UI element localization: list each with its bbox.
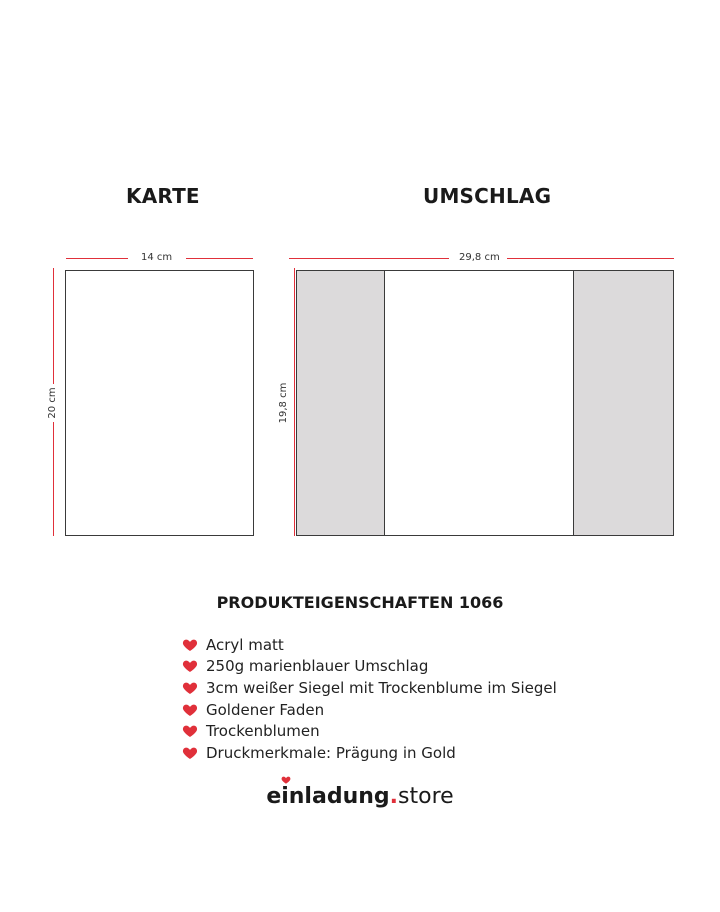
card-heading: KARTE xyxy=(126,184,200,208)
property-text: 250g marienblauer Umschlag xyxy=(206,657,429,676)
card-width-line-left xyxy=(66,258,128,259)
heart-icon xyxy=(182,637,198,653)
heart-icon xyxy=(182,702,198,718)
property-text: Druckmerkmale: Prägung in Gold xyxy=(206,743,456,762)
envelope-height-line xyxy=(294,268,295,536)
property-text: Acryl matt xyxy=(206,635,284,654)
logo-separator: . xyxy=(389,784,399,809)
envelope-width-label: 29,8 cm xyxy=(459,252,500,263)
card-height-label: 20 cm xyxy=(47,384,59,422)
property-item xyxy=(182,699,557,721)
logo-name-text: einladung xyxy=(266,784,390,809)
logo-tld: store xyxy=(398,784,454,809)
heart-icon xyxy=(182,745,198,761)
property-item xyxy=(182,720,557,742)
envelope-right-flap xyxy=(573,271,673,535)
properties-list xyxy=(182,634,557,764)
logo-heart-icon xyxy=(281,775,291,785)
brand-logo xyxy=(0,784,720,809)
envelope-width-line-right xyxy=(507,258,674,259)
properties-title: PRODUKTEIGENSCHAFTEN 1066 xyxy=(216,593,504,612)
card-width-label: 14 cm xyxy=(141,252,173,263)
heart-icon xyxy=(182,658,198,674)
property-text: 3cm weißer Siegel mit Trockenblume im Siegel xyxy=(206,678,557,697)
property-item xyxy=(182,656,557,678)
property-item xyxy=(182,677,557,699)
card-outline xyxy=(65,270,254,536)
logo-name xyxy=(266,784,389,809)
property-item xyxy=(182,742,557,764)
property-text: Trockenblumen xyxy=(206,722,320,741)
envelope-height-label: 19,8 cm xyxy=(278,382,289,424)
envelope-heading: UMSCHLAG xyxy=(423,184,552,208)
envelope-width-line-left xyxy=(289,258,449,259)
heart-icon xyxy=(182,680,198,696)
property-text: Goldener Faden xyxy=(206,700,325,719)
heart-icon xyxy=(182,723,198,739)
envelope-left-flap xyxy=(297,271,385,535)
property-item xyxy=(182,634,557,656)
card-width-line-right xyxy=(186,258,253,259)
